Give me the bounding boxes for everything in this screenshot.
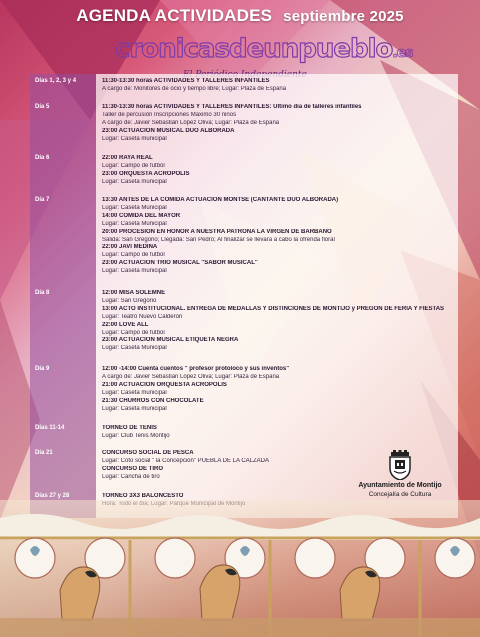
event-line: Lugar: Caseta Municipal [102,345,167,352]
event-line: 13:00 ACTO INSTITUCIONAL. ENTREGA DE MEDALLAS Y DISTINCIONES DE MONTIJO y PREGÓN DE FERIA Y FIESTAS [102,305,445,312]
event-line: 23:00 ORQUESTA ACRÓPOLIS [102,170,190,177]
day-events [102,104,454,144]
day-events [102,366,454,413]
logo-brand-suffix: .es [392,45,413,61]
event-line: 14:00 COMIDA DEL MAYOR [102,212,181,219]
department-name: Concejalía de Cultura [368,491,432,498]
day-label: Día 21 [35,450,53,456]
event-line: Lugar: Caseta Municipal [102,220,167,227]
day-events [102,425,454,441]
page-title [0,6,480,26]
event-line: Lugar: Caseta municipal [102,178,167,185]
logo-brand-main: cronicasdeunpueblo [115,34,393,64]
agenda-title: AGENDA ACTIVIDADES [76,6,273,25]
event-line: 22:00 RAYA REAL [102,155,153,161]
event-line: Lugar: Cancha de tiro [102,473,160,480]
day-label: Días 1, 2, 3 y 4 [35,78,77,84]
day-label: Día 9 [35,366,50,372]
event-line: 20:00 PROCESION EN HONOR A NUESTRA PATRONA LA VIRGEN DE BARBAÑO [102,228,332,235]
event-line: Lugar: Club Tenis Montijo [102,432,170,439]
event-line: A cargo de: Javier Sebastián López Oliva; Lugar: Plaza de España [102,373,280,380]
event-line: 12:00 -14:00 Cuenta cuentos " profesor protoloco y sus inventos" [102,366,290,372]
logo-brand [115,34,413,64]
event-line: Lugar: Campo de futbol [102,329,165,336]
day-events [102,78,454,94]
event-line: 13:30 ANTES DE LA COMIDA ACTUACION MONTSE (CANTANTE DUO ALBORADA) [102,197,339,203]
event-line: CONCURSO SOCIAL DE PESCA [102,450,194,456]
event-line: TORNEO 3X3 BALONCESTO [102,493,184,499]
carousel-horses-icon [0,500,480,637]
event-line: Lugar: Teatro Nuevo Calderón [102,313,183,320]
event-line: CONCURSO DE TIRO [102,465,164,472]
event-line: Taller de percusión Inscripciones Máximo 30 niños [102,111,237,118]
day-label: Día 6 [35,155,50,161]
event-line: 22:00 JAVI MEDINA [102,244,158,251]
day-label: Días 11-14 [35,425,65,431]
event-line: 12:00 MISA SOLEMNE [102,290,166,296]
event-line: Lugar: Campo de futbol [102,162,165,169]
day-events [102,290,454,353]
event-line: TORNEO DE TENIS [102,425,157,431]
event-line: Lugar: Caseta municipal [102,268,167,275]
day-label: Días 27 y 28 [35,493,70,499]
event-line: Salida: San Gregorio; Llegada: San Pedro; Al finalizar se llevará a cabo la ofrenda floral [102,236,335,243]
event-line: Lugar: Caseta Municipal [102,204,167,211]
coat-of-arms-icon [385,450,415,480]
town-hall-block [345,450,455,498]
event-line: Lugar: San Gregorio [102,297,157,304]
event-line: Lugar: Caseta municipal [102,405,167,412]
event-line: 22:00 LOVE ALL [102,321,149,328]
day-events [102,155,454,187]
agenda-month: septiembre 2025 [283,8,404,25]
event-line: 11:30-13:30 horas ACTIVIDADES Y TALLERES INFANTILES [102,78,270,84]
event-line: 21:30 CHURROS CON CHOCOLATE [102,397,204,404]
day-label: Día 5 [35,104,50,110]
event-line: 23:00 ACTUACION MUSICAL ETIQUETA NEGRA [102,337,239,344]
event-line: Lugar: Coto social " la Concepción" PUEBLA DE LA CALZADA [102,457,270,464]
day-label: Día 7 [35,197,50,203]
event-line: 11:30-13:30 horas ACTIVIDADES Y TALLERES INFANTILES: Último día de talleres infantiles [102,104,362,110]
event-line: 23:00 ACTUACION MUSICAL DUO ALBORADA [102,127,235,134]
day-events [102,197,454,276]
event-line: 21:00 ACTUACION ORQUESTA ACROPOLIS [102,381,227,388]
event-line: A cargo de: Javier Sebastián López Oliva; Lugar: Plaza de España [102,119,280,126]
event-line: Lugar: Caseta municipal [102,389,167,396]
day-label: Día 8 [35,290,50,296]
town-hall-name: Ayuntamiento de Montijo [358,482,442,489]
event-line: 23:00 ACTUACION TRIO MUSICAL "SABOR MUSICAL" [102,260,258,267]
event-line: Lugar: Campo de futbol [102,252,165,259]
event-line: A cargo de: Monitores de ocio y tiempo libre; Lugar: Plaza de España [102,85,287,92]
event-line: Lugar: Caseta municipal [102,135,167,142]
